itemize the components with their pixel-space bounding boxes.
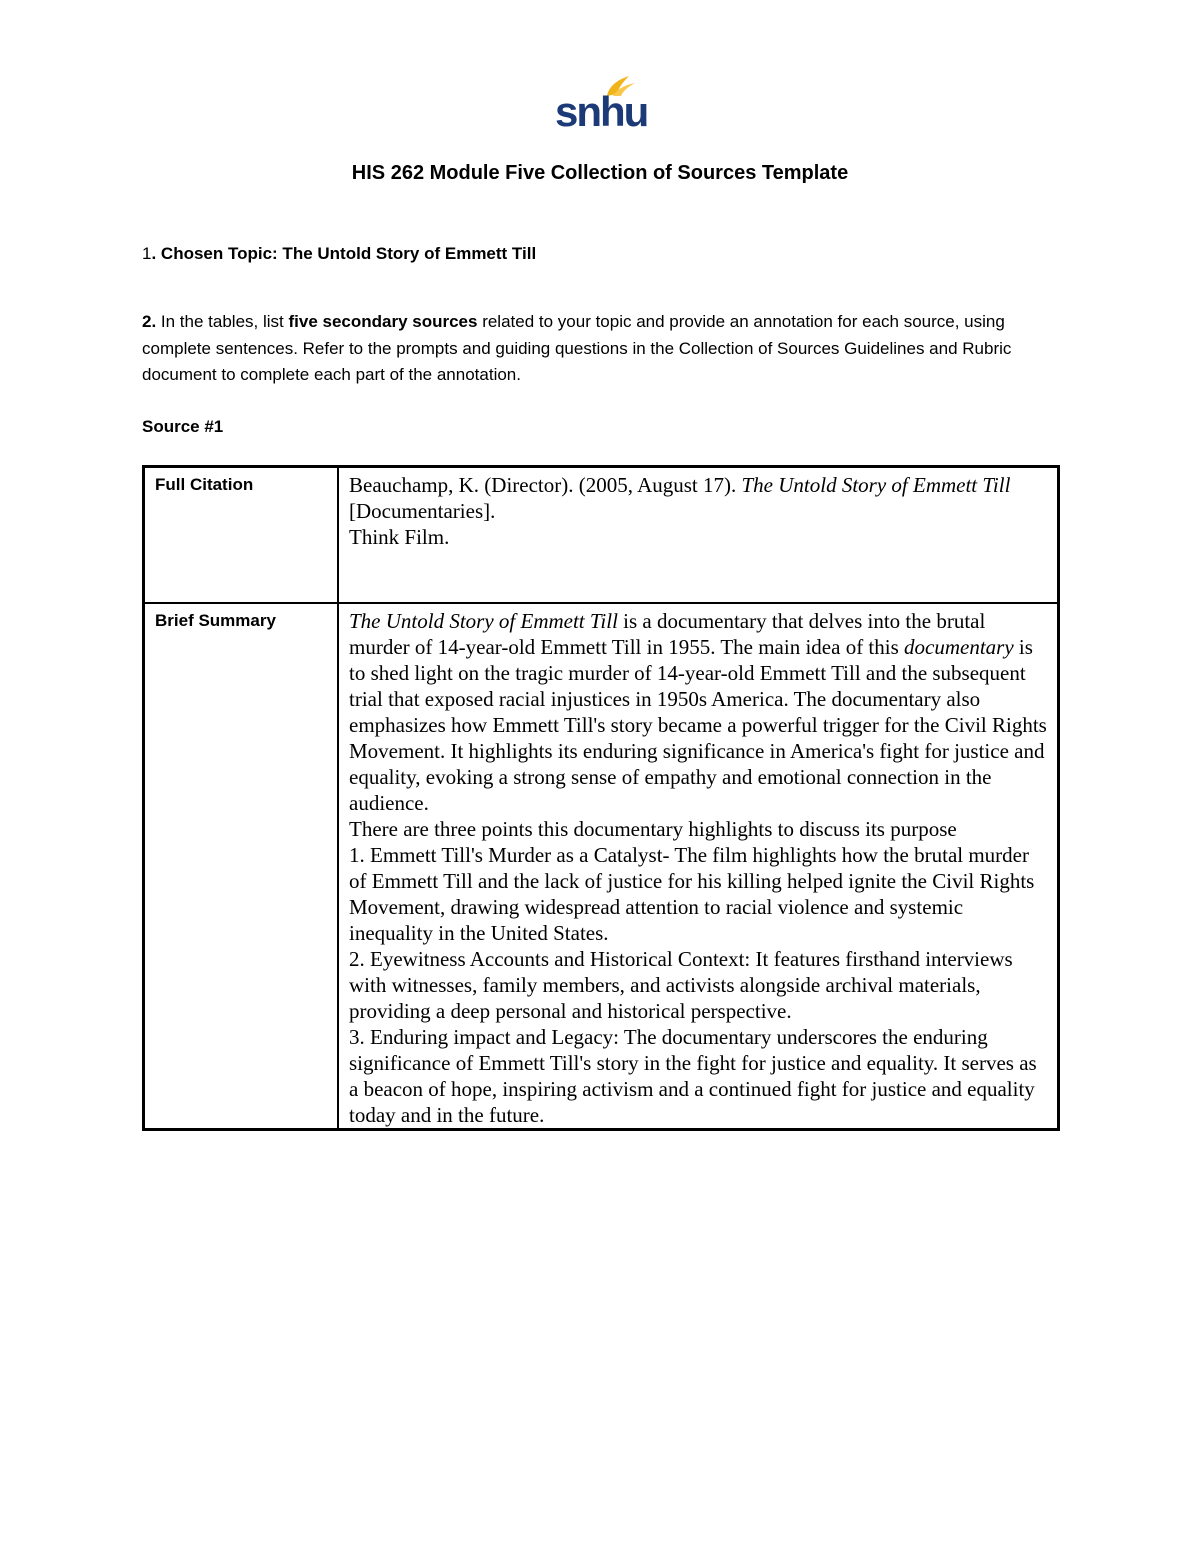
source-heading: Source #1 xyxy=(142,417,224,436)
summary-paragraph xyxy=(349,608,1051,816)
document-title: HIS 262 Module Five Collection of Sources Template xyxy=(351,162,849,184)
citation-label: Full Citation xyxy=(144,467,339,604)
citation-title: The Untold Story of Emmett Till xyxy=(741,473,1011,497)
topic-label: Chosen Topic: The Untold Story of Emmett Till xyxy=(160,244,537,263)
chosen-topic: 1. Chosen Topic: The Untold Story of Emmett Till xyxy=(142,244,537,263)
instructions-bold: five secondary sources xyxy=(288,312,478,331)
citation-lead: Beauchamp, K. (Director). (2005, August 17). xyxy=(349,473,742,497)
snhu-logo xyxy=(555,74,648,135)
summary-text-1: is a documentary that delves into the brutal murder of 14-year-old Emmett Till in 1955. The main idea of this xyxy=(349,609,986,659)
summary-text-2: is to shed light on the tragic murder of 14-year-old Emmett Till and the subsequent trial that exposed racial injustices in 1950s America. The documentary also emphasizes how Emmett Till's story became a powerful trigger for the Civil Rights Movement. It highlights its enduring significance in America's fight for justice and equality, evoking a strong sense of empathy and emotional connection in the audience. xyxy=(349,635,1047,815)
citation-publisher: Think Film. xyxy=(349,525,450,549)
summary-value xyxy=(338,603,1059,1130)
logo-text: snhu xyxy=(555,88,648,135)
instructions-paragraph xyxy=(142,309,1042,389)
citation-tail: [Documentaries]. xyxy=(349,499,496,523)
summary-label: Brief Summary xyxy=(144,603,339,1130)
summary-point-1: 1. Emmett Till's Murder as a Catalyst- The film highlights how the brutal murder of Emmett Till and the lack of justice for his killing helped ignite the Civil Rights Movement, drawing widespread attention to racial violence and systemic inequality in the United States. xyxy=(349,843,1035,945)
summary-intro-points: There are three points this documentary highlights to discuss its purpose xyxy=(349,817,957,841)
table-row-citation xyxy=(144,467,1059,604)
citation-value xyxy=(338,467,1059,604)
instructions-text-2: related to your topic and provide an annotation for each source, using complete sentences. Refer to the prompts and guiding questions in the Collection of Sources Guidelines and Rubric document to complete each part of the annotation. xyxy=(142,312,1012,384)
summary-italic-word: documentary xyxy=(904,635,1014,659)
summary-title: The Untold Story of Emmett Till xyxy=(349,609,618,633)
summary-point-3: 3. Enduring impact and Legacy: The documentary underscores the enduring significance of Emmett Till's story in the fight for justice and equality. It serves as a beacon of hope, inspiring activism and a continued fight for justice and equality today and in the future. xyxy=(349,1025,1037,1127)
summary-point-2: 2. Eyewitness Accounts and Historical Context: It features firsthand interviews with witnesses, family members, and activists alongside archival materials, providing a deep personal and historical perspective. xyxy=(349,947,1013,1023)
table-row-summary xyxy=(144,603,1059,1130)
source-table xyxy=(142,465,1060,1131)
topic-number: 1 xyxy=(142,244,152,263)
instructions-number: 2. xyxy=(142,312,157,331)
instructions-text-1: In the tables, list xyxy=(156,312,289,331)
